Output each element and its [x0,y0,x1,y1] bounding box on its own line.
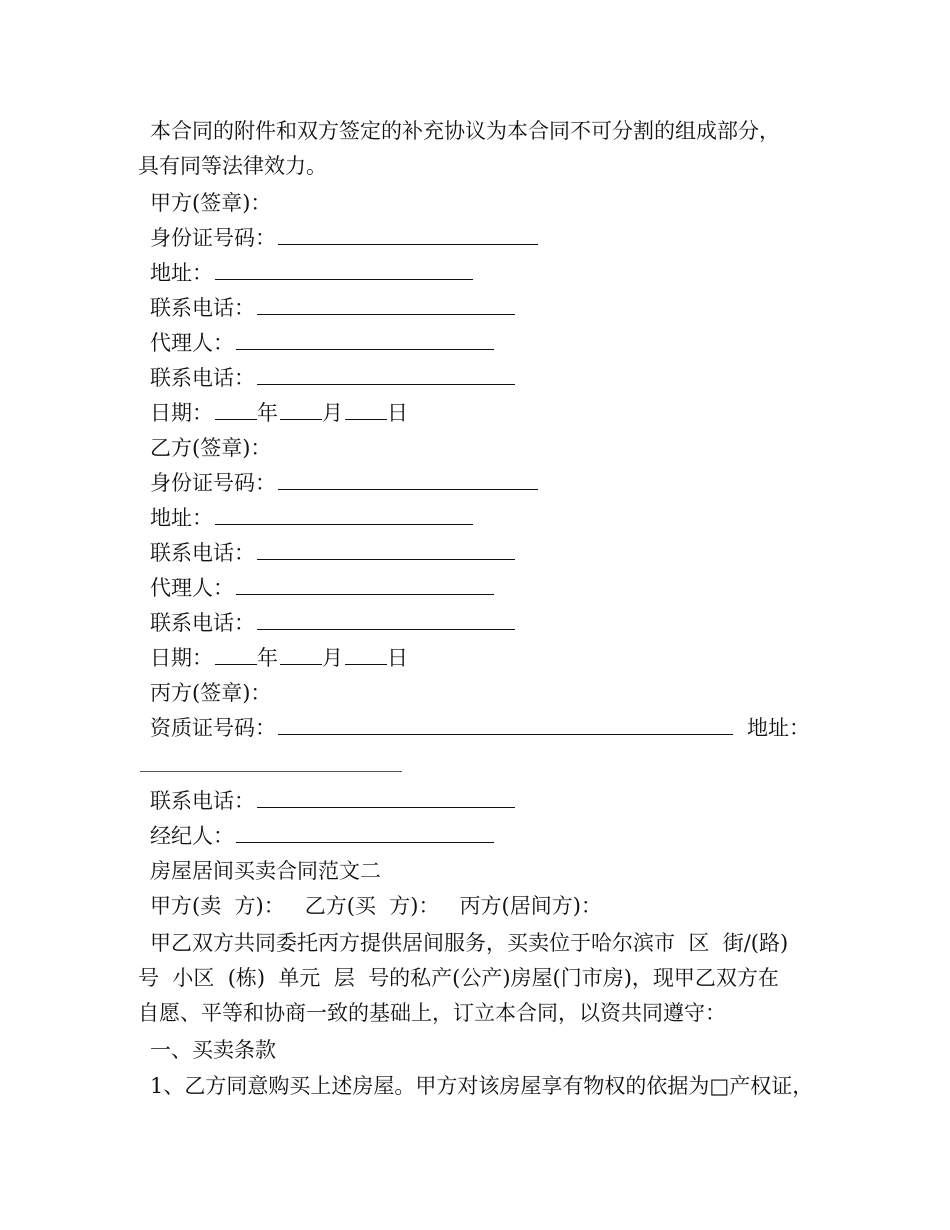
party-b-phone-label: 联系电话： [150,541,255,565]
template2-paragraph-line-2: 号 小区 (栋) 单元 层 号的私产(公产)房屋(门市房)，现甲乙双方在 [138,966,779,990]
party-b-phone-row [150,540,515,566]
party-b-agent-blank[interactable] [236,576,494,595]
template2-paragraph-line-3: 自愿、平等和协商一致的基础上，订立本合同，以资共同遵守： [138,1001,726,1025]
party-a-year: 年 [257,401,278,425]
template2-section-1: 一、买卖条款 [150,1038,276,1062]
party-a-year-blank[interactable] [215,401,257,420]
intro-line-1: 本合同的附件和双方签定的补充协议为本合同不可分割的组成部分， [150,119,780,143]
party-c-broker-label: 经纪人： [150,824,234,848]
party-a-month-blank[interactable] [280,401,322,420]
intro-line-2: 具有同等法律效力。 [138,154,327,178]
party-c-address-label: 地址： [747,716,810,740]
party-b-day: 日 [387,646,408,670]
party-b-agent-label: 代理人： [150,576,234,600]
party-c-broker-row [150,823,494,849]
party-a-date-label: 日期： [150,401,213,425]
party-c-cert-label: 资质证号码： [150,716,276,740]
party-c-broker-blank[interactable] [236,824,494,843]
party-a-address-label: 地址： [150,261,213,285]
party-a-agent-row [150,330,494,356]
party-c-phone-label: 联系电话： [150,789,255,813]
party-c-title: 丙方(签章)： [150,681,272,705]
party-b-agent-row [150,575,494,601]
party-a-date-row [150,400,408,426]
party-c-phone-row [150,788,515,814]
template2-paragraph-line-1: 甲乙双方共同委托丙方提供居间服务，买卖位于哈尔滨市 区 街/(路) [150,931,789,955]
party-b-id-blank[interactable] [278,471,538,490]
party-b-day-blank[interactable] [345,646,387,665]
party-a-phone-label: 联系电话： [150,296,255,320]
party-b-address-blank[interactable] [215,506,473,525]
party-a-id-label: 身份证号码： [150,226,276,250]
party-a-title: 甲方(签章)： [150,191,272,215]
party-c-address-row [138,752,402,778]
party-b-month: 月 [322,646,343,670]
party-a-address-row [150,260,473,286]
party-a-month: 月 [322,401,343,425]
party-b-id-row [150,470,538,496]
party-b-phone2-blank[interactable] [257,611,515,630]
party-a-phone-blank[interactable] [257,296,515,315]
party-c-cert-blank[interactable] [278,716,733,735]
party-a-agent-label: 代理人： [150,331,234,355]
party-b-phone-blank[interactable] [257,541,515,560]
party-c-address-blank[interactable] [140,753,402,772]
party-a-phone-row [150,295,515,321]
template2-item-1: 1、乙方同意购买上述房屋。甲方对该房屋享有物权的依据为□产权证， [150,1074,814,1098]
party-a-day-blank[interactable] [345,401,387,420]
party-a-id-row [150,225,538,251]
party-b-month-blank[interactable] [280,646,322,665]
party-b-title: 乙方(签章)： [150,436,272,460]
party-b-address-label: 地址： [150,506,213,530]
party-a-phone2-row [150,365,515,391]
party-c-cert-row [150,715,810,741]
party-b-year-blank[interactable] [215,646,257,665]
party-a-agent-blank[interactable] [236,331,494,350]
party-a-phone2-blank[interactable] [257,366,515,385]
party-a-phone2-label: 联系电话： [150,366,255,390]
party-c-phone-blank[interactable] [257,789,515,808]
party-a-day: 日 [387,401,408,425]
party-a-address-blank[interactable] [215,261,473,280]
template2-heading: 房屋居间买卖合同范文二 [150,859,381,883]
party-b-phone2-row [150,610,515,636]
party-a-id-blank[interactable] [278,226,538,245]
party-b-date-row [150,645,408,671]
party-b-date-label: 日期： [150,646,213,670]
party-b-year: 年 [257,646,278,670]
party-b-address-row [150,505,473,531]
party-b-id-label: 身份证号码： [150,471,276,495]
party-b-phone2-label: 联系电话： [150,611,255,635]
template2-parties-line: 甲方(卖 方)： 乙方(买 方)： 丙方(居间方)： [150,894,602,918]
